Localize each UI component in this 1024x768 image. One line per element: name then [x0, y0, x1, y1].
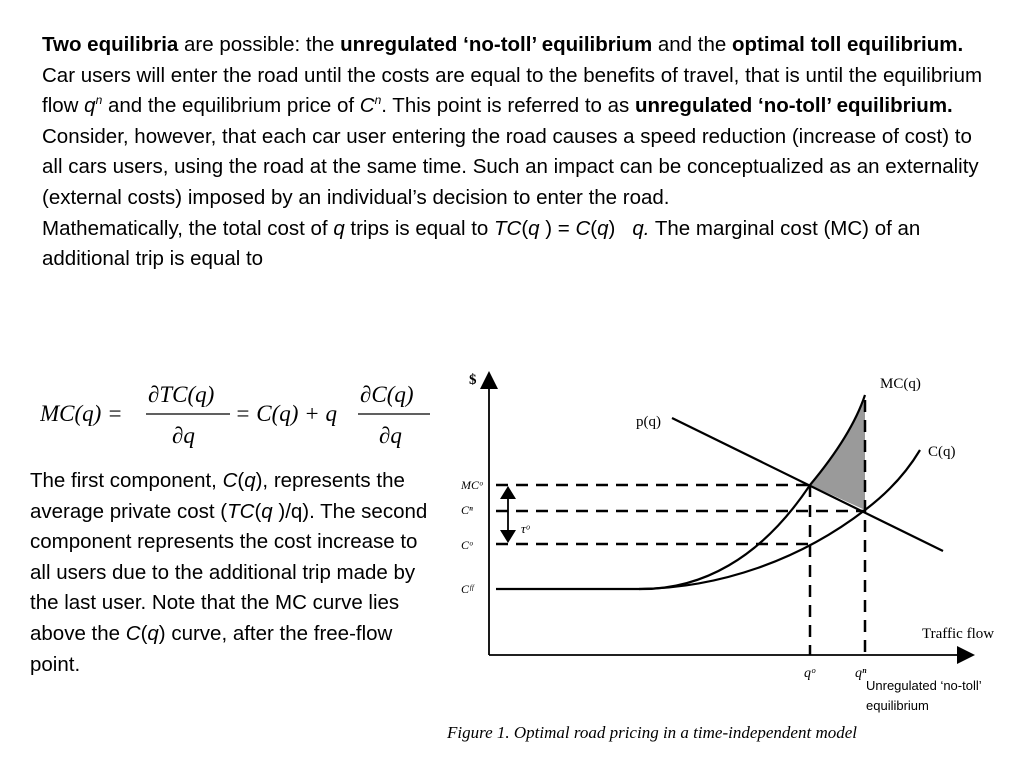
toll-arrow-head-up: [500, 486, 516, 499]
formula-dtc: ∂TC(q): [148, 382, 215, 407]
symbol-tc: TC: [493, 216, 522, 240]
bold-unregulated: unregulated ‘no-toll’ equilibrium.: [635, 94, 953, 118]
symbol-q: q: [333, 216, 345, 240]
p-curve-label: p(q): [636, 414, 661, 430]
explanation-text: [30, 466, 442, 680]
text: . This point is referred to as: [381, 94, 635, 118]
qo-label: qᵒ: [804, 666, 815, 681]
symbol-q: q: [244, 469, 256, 492]
text: Car users will enter the road until the costs are equal to the benefits of travel, that is until the equilibrium flow: [42, 63, 983, 118]
symbol-c: C: [125, 621, 141, 645]
bold-unregulated: unregulated ‘no-toll’ equilibrium: [340, 33, 653, 56]
symbol-q: q: [261, 499, 273, 523]
symbol-q: q: [147, 621, 159, 645]
y-axis-label: $: [469, 372, 477, 388]
formula-dq: ∂q: [172, 423, 195, 448]
text: (: [590, 216, 598, 240]
text: The marginal cost (MC) of an additional trip is equal to: [42, 216, 921, 271]
symbol-q: q.: [632, 216, 650, 240]
text: ) curve, after the free-flow point.: [30, 621, 393, 676]
marginal-cost-formula: [40, 372, 440, 452]
text: ), represents the average private cost (: [30, 469, 405, 523]
text: (: [521, 216, 529, 240]
text: (: [254, 499, 262, 523]
equilibrium-annotation: Unregulated ‘no-toll’ equilibrium: [866, 678, 982, 713]
bold-optimal-toll: optimal toll equilibrium.: [731, 33, 964, 56]
x-axis-label: Traffic flow: [922, 626, 995, 642]
co-label: Cᵒ: [461, 538, 473, 552]
superscript-n: n: [95, 93, 103, 108]
formula-dq2: ∂q: [379, 423, 402, 448]
symbol-tc: TC: [227, 499, 255, 523]
formula-dc: ∂C(q): [360, 382, 414, 407]
symbol-q: q: [597, 216, 609, 240]
c-curve-label: C(q): [928, 444, 956, 460]
tau-label: τᵒ: [521, 521, 530, 536]
mco-label: MCᵒ: [461, 478, 483, 492]
symbol-c: C: [222, 469, 238, 492]
text: The first component,: [30, 469, 223, 492]
paragraph-first-component: [30, 466, 442, 680]
symbol-c: C: [359, 94, 375, 118]
paragraph-mathematically: [42, 214, 992, 275]
text: ) =: [539, 216, 576, 240]
text: are possible: the: [178, 33, 341, 56]
paragraph-two-equilibria: [42, 30, 992, 61]
symbol-c: C: [575, 216, 591, 240]
qn-label: qⁿ: [855, 666, 867, 681]
formula-lhs: MC(q) =: [40, 401, 123, 426]
symbol-q: q: [84, 94, 96, 118]
formula-mid: = C(q) + q: [235, 401, 337, 426]
figure-caption: Figure 1. Optimal road pricing in a time-independent model: [447, 723, 857, 742]
text: (: [140, 621, 148, 645]
text: and the equilibrium price of: [102, 94, 360, 118]
cff-label: Cᶠᶠ: [461, 582, 474, 596]
text: and the: [652, 33, 732, 56]
paragraph-consider: Consider, however, that each car user entering the road causes a speed reduction (increase of cost) to all cars users, using the road at the same time. Such an impact can be conceptualized as an externality (external costs) imposed by an individual’s decision to enter the road.: [42, 124, 979, 209]
paragraph-car-users: [42, 61, 992, 122]
intro-text: [42, 30, 992, 275]
bold-two-equilibria: Two equilibria: [42, 33, 179, 56]
mc-curve-label: MC(q): [880, 376, 921, 392]
text: Mathematically, the total cost of: [42, 216, 334, 240]
text: ): [608, 216, 633, 240]
toll-arrow-head-down: [500, 530, 516, 543]
text: trips is equal to: [344, 216, 494, 240]
text: (: [237, 469, 245, 492]
symbol-q: q: [528, 216, 540, 240]
text: )/q). The second component represents the cost increase to all users due to the additional trip made by the last user. Note that the MC curve lies above the: [30, 499, 428, 645]
cn-label: Cⁿ: [461, 503, 473, 517]
superscript-n: n: [374, 93, 382, 108]
